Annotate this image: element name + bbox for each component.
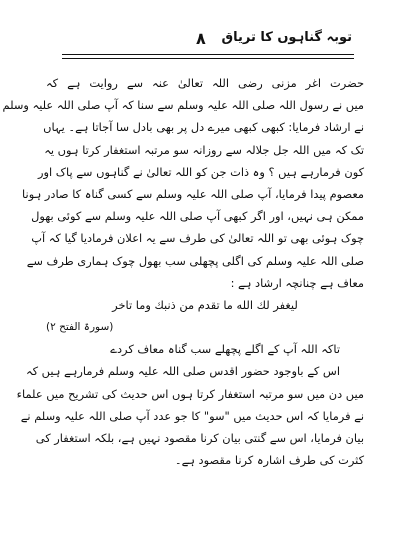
- arabic-verse: لیغفر لك الله ما تقدم من ذنبك وما تاخر: [112, 297, 298, 312]
- running-title: توبہ گناہوں کا تریاق: [221, 30, 352, 45]
- header-rule-bottom: [62, 58, 354, 59]
- text-line: چوک ہوئی بھی تو اللہ تعالیٰ کی طرف سے یہ اعلان فرمادیا گیا کہ آپ: [31, 231, 364, 246]
- body-text: [2, 72, 364, 471]
- text-line: نے فرمایا کہ اس حدیث میں "سو" کا جو عدد آپ صلی اللہ علیہ وسلم نے: [20, 408, 364, 423]
- page-number: ۸: [196, 29, 206, 48]
- verse-reference: (سورۃ الفتح ۲): [46, 321, 114, 334]
- text-line: اس کے باوجود حضور اقدس صلی اللہ علیہ وسلم فرمارہے ہیں کہ: [25, 364, 340, 379]
- text-line: صلی اللہ علیہ وسلم کی اگلی پچھلی سب بھول چوک ہماری طرف سے: [26, 253, 364, 268]
- text-line: حضرت اغر مزنی رضی اللہ تعالیٰ عنہ سے روایت ہے کہ: [46, 76, 364, 90]
- text-line: تک کہ میں اللہ جل جلالہ سے روزانہ سو مرتبہ استغفار کرتا ہوں یہ: [44, 142, 364, 157]
- text-line: ممکن ہی نہیں، اور اگر کبھی آپ صلی اللہ علیہ وسلم سے کوئی بھول: [31, 209, 364, 224]
- text-line: کون فرمارہے ہیں ؟ وہ ذات جن کو اللہ تعالیٰ نے گناہوں سے پاک اور: [38, 164, 364, 179]
- text-line: نے ارشاد فرمایا: کبھی کبھی میرے دل پر بھی بادل سا آجاتا ہے۔ یہاں: [43, 120, 364, 135]
- text-line: معاف ہے چنانچہ ارشاد ہے :: [230, 275, 364, 290]
- header-rule-top: [62, 54, 354, 55]
- text-line: میں نے رسول اللہ صلی اللہ علیہ وسلم سے سنا کہ آپ صلی اللہ علیہ وسلم: [2, 98, 364, 113]
- verse-reference-line: [46, 316, 364, 338]
- text-line: میں دن میں سو مرتبہ استغفار کرتا ہوں اس حدیث کی تشریح میں علماء: [16, 386, 364, 401]
- text-line: کثرت کی طرف اشارہ کرنا مقصود ہے۔: [174, 453, 364, 468]
- text-line: بیان فرمایا، اس سے گنتی بیان کرنا مقصود نہیں ہے، بلکہ استغفار کی: [35, 431, 364, 445]
- text-line: معصوم پیدا فرمایا، آپ صلی اللہ علیہ وسلم سے کسی گناہ کا صادر ہونا: [22, 186, 364, 201]
- text-line: تاکہ اللہ آپ کے اگلے پچھلے سب گناہ معاف کردے: [110, 342, 340, 357]
